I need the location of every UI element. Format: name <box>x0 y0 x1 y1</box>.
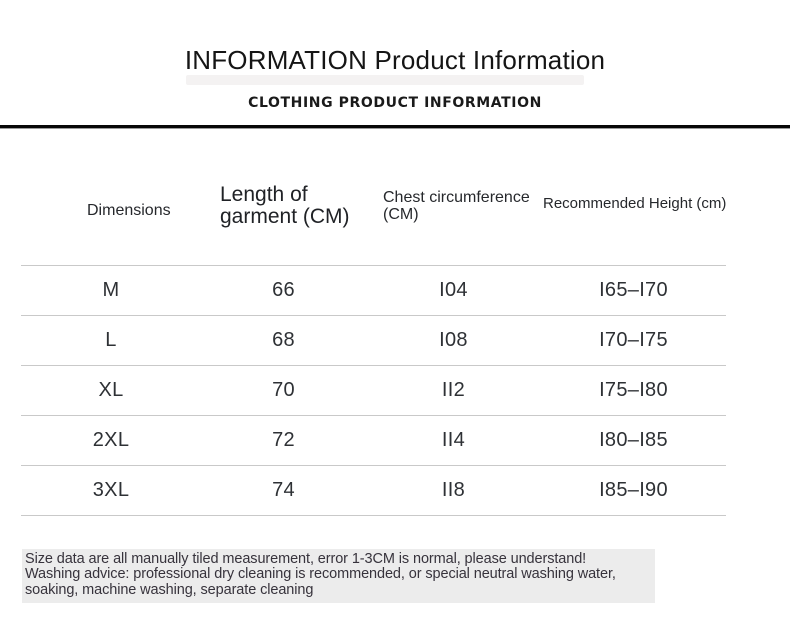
cell-length: 66 <box>272 279 295 301</box>
table-row-l <box>21 315 726 365</box>
care-note <box>22 549 655 603</box>
cell-length: 70 <box>272 379 295 401</box>
table-row-xl <box>21 365 726 415</box>
table-row-m <box>21 265 726 315</box>
divider-bar <box>0 125 790 129</box>
note-line: soaking, machine washing, separate cleaning <box>25 581 314 598</box>
cell-chest: I04 <box>439 279 468 301</box>
note-line: Washing advice: professional dry cleaning is recommended, or special neutral washing water, <box>25 566 616 583</box>
cell-height: I75–I80 <box>599 379 668 401</box>
cell-chest: II8 <box>441 479 466 501</box>
column-header-length: Length of garment (CM) <box>220 183 350 228</box>
cell-chest: I08 <box>439 329 468 351</box>
page-subtitle: CLOTHING PRODUCT INFORMATION <box>248 95 542 111</box>
cell-size: 2XL <box>92 429 130 451</box>
cell-height: I85–I90 <box>599 479 668 501</box>
table-row-2xl <box>21 415 726 465</box>
cell-height: I80–I85 <box>599 429 668 451</box>
cell-size: L <box>105 329 117 351</box>
cell-size: M <box>102 279 120 301</box>
cell-length: 74 <box>272 479 295 501</box>
cell-height: I70–I75 <box>599 329 668 351</box>
cell-chest: II2 <box>441 379 466 401</box>
table-row-3xl <box>21 465 726 515</box>
title-smudge-artifact <box>186 75 584 85</box>
cell-height: I65–I70 <box>599 279 668 301</box>
cell-size: 3XL <box>92 479 130 501</box>
page-title: INFORMATION Product Information <box>184 45 606 75</box>
cell-length: 72 <box>272 429 295 451</box>
cell-chest: II4 <box>441 429 466 451</box>
cell-length: 68 <box>272 329 295 351</box>
note-line: Size data are all manually tiled measurement, error 1-3CM is normal, please understand! <box>25 551 587 567</box>
column-header-dimensions: Dimensions <box>87 202 171 219</box>
column-header-chest: Chest circumference (CM) <box>383 189 530 223</box>
cell-size: XL <box>98 379 124 401</box>
column-header-height: Recommended Height (cm) <box>543 195 727 212</box>
size-table <box>21 265 726 516</box>
